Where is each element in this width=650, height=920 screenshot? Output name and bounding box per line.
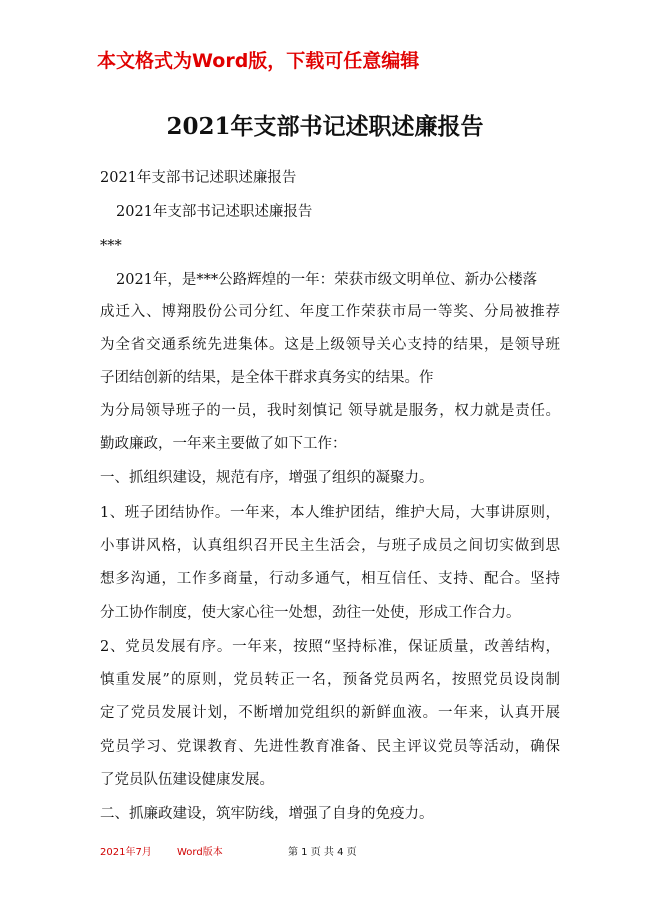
section-heading: 二、抓廉政建设，筑牢防线，增强了自身的免疫力。 — [100, 806, 434, 822]
body-line: 成迁入、博翔股份公司分红、年度工作荣获市局一等奖、分局被推荐 — [100, 304, 560, 320]
body-line: 慎重发展”的原则，党员转正一名，预备党员两名，按照党员设岗制 — [100, 672, 560, 688]
body-line: 子团结创新的结果，是全体干群求真务实的结果。作 — [100, 370, 434, 386]
body-line: 想多沟通，工作多商量，行动多通气，相互信任、支持、配合。坚持 — [100, 571, 560, 587]
footer-date: 2021年7月 — [100, 847, 152, 858]
body-line: 为全省交通系统先进集体。这是上级领导关心支持的结果，是领导班 — [100, 337, 560, 353]
body-line: 勤政廉政，一年来主要做了如下工作： — [100, 436, 347, 452]
body-line: 党员学习、党课教育、先进性教育准备、民主评议党员等活动，确保 — [100, 739, 560, 755]
download-banner: 本文格式为Word版，下载可任意编辑 — [97, 50, 420, 72]
body-line: 为分局领导班子的一员，我时刻慎记 领导就是服务，权力就是责任。 — [100, 403, 560, 419]
document-title: 2021年支部书记述职述廉报告 — [166, 113, 484, 140]
body-line: 1、班子团结协作。一年来，本人维护团结，维护大局，大事讲原则， — [100, 505, 560, 521]
footer-meta — [100, 843, 223, 858]
body-line: 2、党员发展有序。一年来，按照“坚持标准，保证质量，改善结构， — [100, 639, 560, 655]
body-line: 2021年支部书记述职述廉报告 — [116, 204, 313, 220]
body-line: *** — [100, 238, 122, 254]
body-line: 定了党员发展计划，不断增加党组织的新鲜血液。一年来，认真开展 — [100, 705, 560, 721]
body-line: 分工协作制度，使大家心往一处想，劲往一处使，形成工作合力。 — [100, 605, 521, 621]
section-heading: 一、抓组织建设，规范有序，增强了组织的凝聚力。 — [100, 470, 434, 486]
body-line: 2021年，是***公路辉煌的一年：荣获市级文明单位、新办公楼落 — [116, 272, 538, 288]
body-line: 小事讲风格，认真组织召开民主生活会，与班子成员之间切实做到思 — [100, 538, 560, 554]
body-line: 2021年支部书记述职述廉报告 — [100, 170, 297, 186]
body-line: 了党员队伍建设健康发展。 — [100, 772, 274, 788]
footer-page-number: 第 1 页 共 4 页 — [288, 847, 357, 858]
footer-version: Word版本 — [177, 847, 223, 858]
